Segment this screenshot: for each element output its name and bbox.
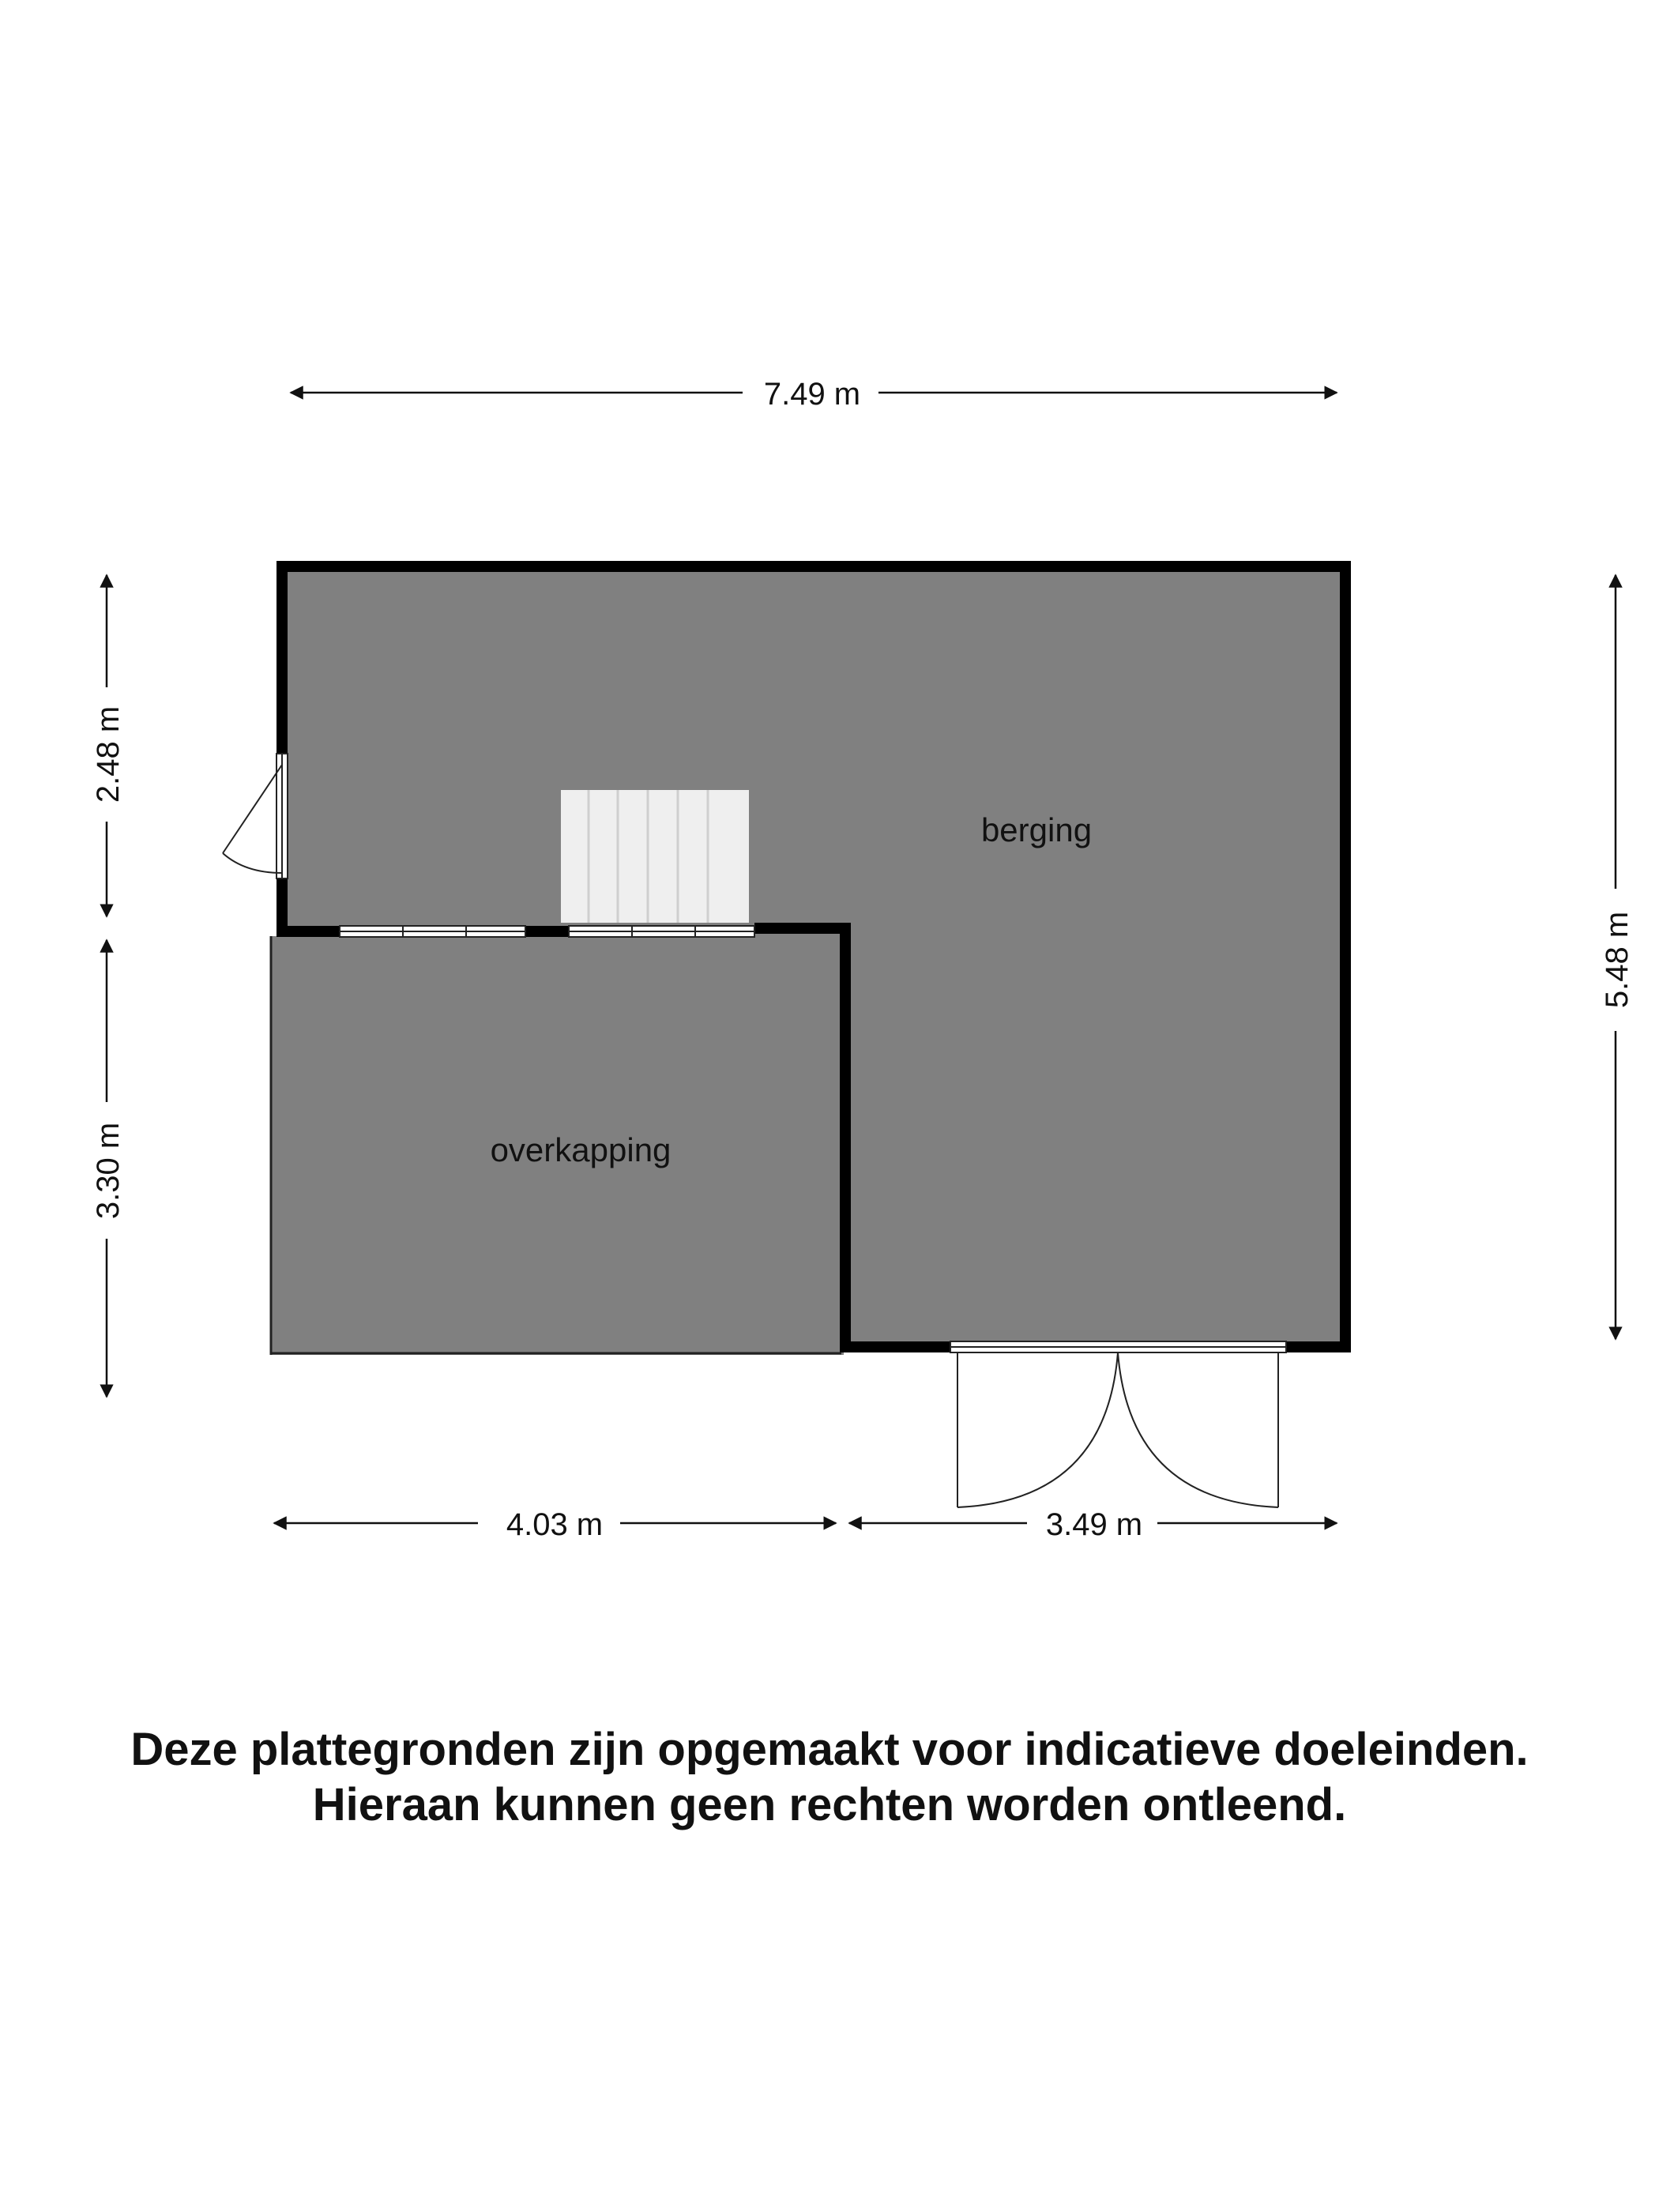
disclaimer [0, 1722, 1659, 1833]
disclaimer-line-1: Deze plattegronden zijn opgemaakt voor indicatieve doeleinden. [130, 1724, 1529, 1775]
window-left [340, 926, 525, 937]
dim-left-upper-label: 2.48 m [91, 705, 126, 803]
window-right [569, 926, 754, 937]
side-door [223, 754, 288, 878]
dim-bottom-right-label: 3.49 m [1045, 1507, 1143, 1542]
room-label-overkapping: overkapping [490, 1131, 672, 1168]
dim-bottom-left-label: 4.03 m [506, 1507, 604, 1542]
dim-right-label: 5.48 m [1600, 911, 1635, 1009]
room-label-berging: berging [980, 811, 1093, 848]
disclaimer-line-2: Hieraan kunnen geen rechten worden ontleend. [312, 1779, 1347, 1830]
dim-top-label: 7.49 m [763, 377, 861, 412]
double-door [950, 1341, 1286, 1507]
dim-left-lower-label: 3.30 m [91, 1122, 126, 1220]
stairs [561, 790, 749, 923]
